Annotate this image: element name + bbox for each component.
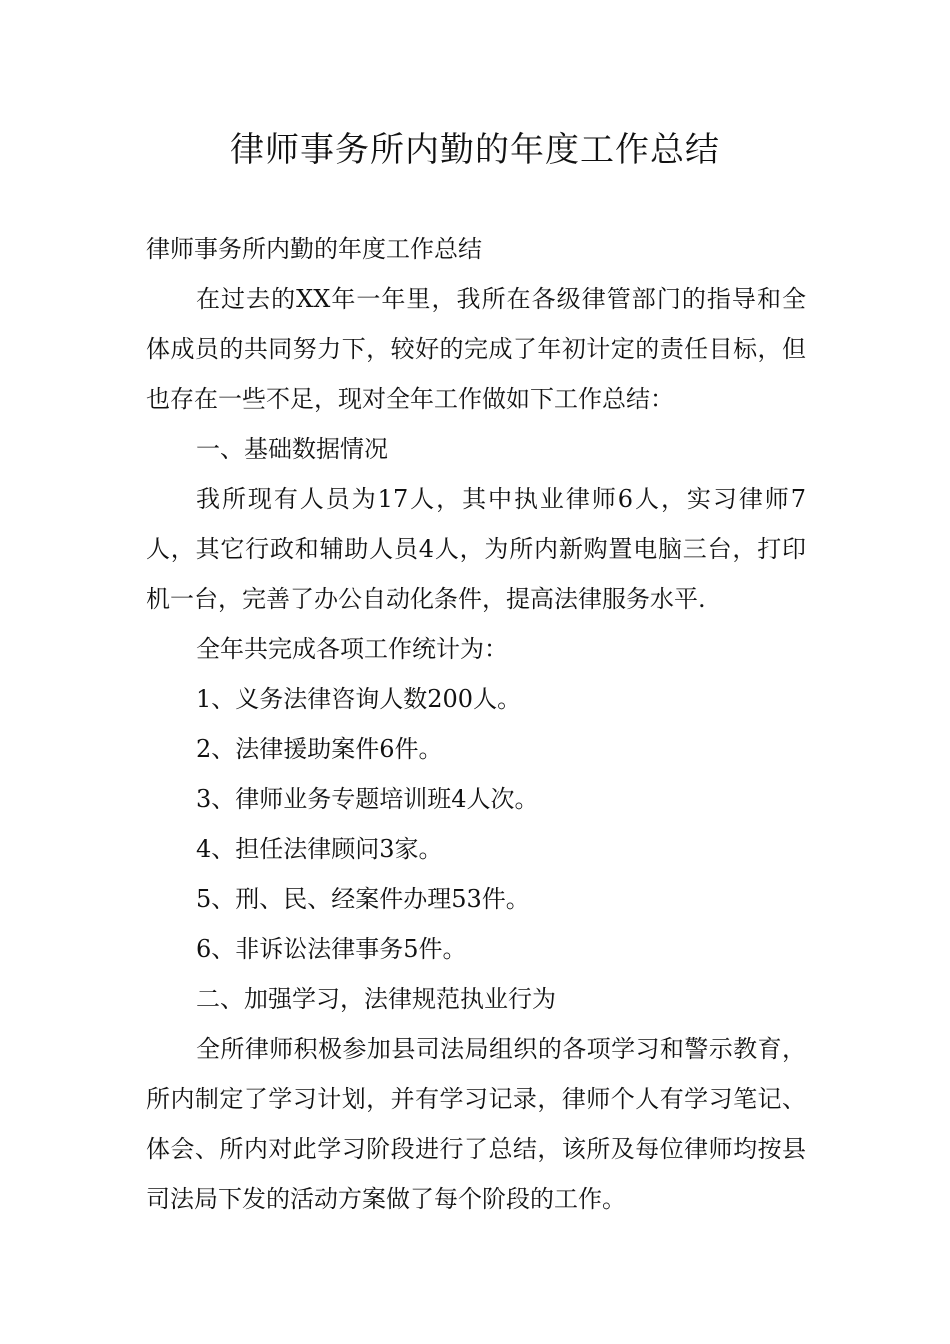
list-item: 2、法律援助案件6件。 [196, 735, 443, 763]
document-body [146, 224, 806, 1224]
list-item: 4、担任法律顾问3家。 [196, 835, 443, 863]
section-heading: 一、基础数据情况 [196, 435, 388, 463]
body-paragraph: 在过去的XX年一年里，我所在各级律管部门的指导和全体成员的共同努力下，较好的完成了年初计定的责任目标，但也存在一些不足，现对全年工作做如下工作总结： [146, 285, 806, 413]
list-item: 1、义务法律咨询人数200人。 [196, 685, 522, 713]
body-paragraph: 全所律师积极参加县司法局组织的各项学习和警示教育，所内制定了学习计划，并有学习记录，律师个人有学习笔记、体会、所内对此学习阶段进行了总结，该所及每位律师均按县司法局下发的活动方案做了每个阶段的工作。 [146, 1035, 806, 1213]
document-title: 律师事务所内勤的年度工作总结 [230, 130, 720, 170]
body-paragraph: 全年共完成各项工作统计为： [196, 635, 508, 663]
section-heading: 二、加强学习，法律规范执业行为 [196, 985, 556, 1013]
list-item: 5、刑、民、经案件办理53件。 [196, 885, 530, 913]
body-paragraph: 我所现有人员为17人，其中执业律师6人，实习律师7人，其它行政和辅助人员4人，为所内新购置电脑三台，打印机一台，完善了办公自动化条件，提高法律服务水平. [146, 485, 806, 613]
body-paragraph: 律师事务所内勤的年度工作总结 [146, 235, 482, 263]
list-item: 6、非诉讼法律事务5件。 [196, 935, 467, 963]
list-item: 3、律师业务专题培训班4人次。 [196, 785, 539, 813]
